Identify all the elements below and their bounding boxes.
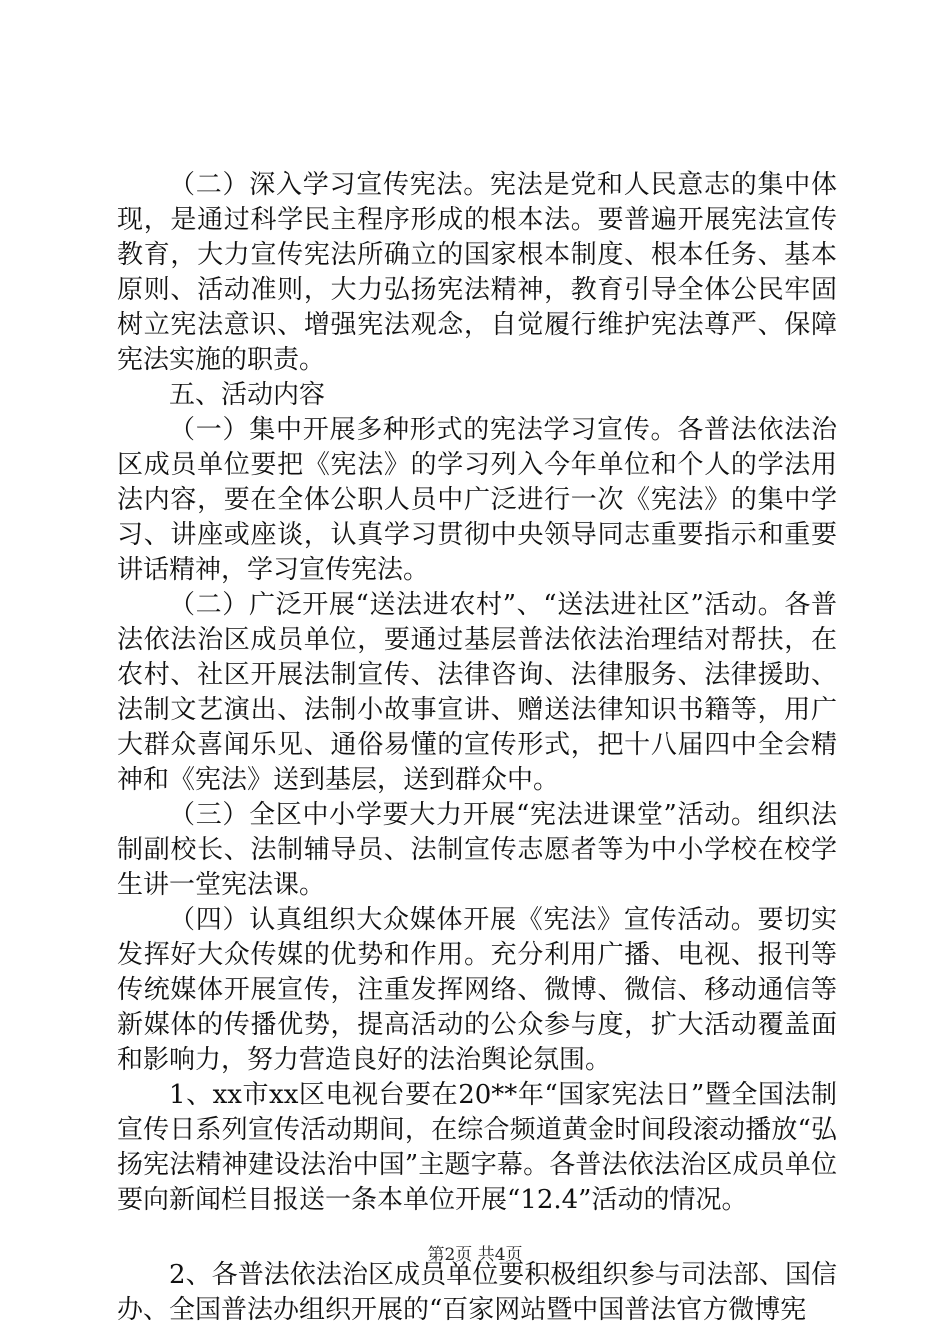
paragraph-activity-four: （四）认真组织大众媒体开展《宪法》宣传活动。要切实发挥好大众传媒的优势和作用。充分利用广播、电视、报刊等传统媒体开展宣传，注重发挥网络、微博、微信、移动通信等新媒体的传播优势，提高活动的公众参与度，扩大活动覆盖面和影响力，努力营造良好的法治舆论氛围。 — [117, 905, 837, 1075]
paragraph-activity-one: （一）集中开展多种形式的宪法学习宣传。各普法依法治区成员单位要把《宪法》的学习列入今年单位和个人的学法用法内容，要在全体公职人员中广泛进行一次《宪法》的集中学习、讲座或座谈，认真学习贯彻中央领导同志重要指示和重要讲话精神，学习宣传宪法。 — [117, 415, 837, 585]
paragraph-item-two: 2、各普法依法治区成员单位要积极组织参与司法部、国信办、全国普法办组织开展的“百家网站暨中国普法官方微博宪 — [117, 1260, 837, 1325]
document-body — [117, 168, 837, 1328]
paragraph-activity-two: （二）广泛开展“送法进农村”、“送法进社区”活动。各普法依法治区成员单位，要通过基层普法依法治理结对帮扶，在农村、社区开展法制宣传、法律咨询、法律服务、法律援助、法制文艺演出、法制小故事宣讲、赠送法律知识书籍等，用广大群众喜闻乐见、通俗易懂的宣传形式，把十八届四中全会精神和《宪法》送到基层，送到群众中。 — [117, 590, 837, 795]
page-number-footer: 第2页 共4页 — [427, 1245, 523, 1265]
paragraph-item-one: 1、xx市xx区电视台要在20**年“国家宪法日”暨全国法制宣传日系列宣传活动期间，在综合频道黄金时间段滚动播放“弘扬宪法精神建设法治中国”主题字幕。各普法依法治区成员单位要向新闻栏目报送一条本单位开展“12.4”活动的情况。 — [117, 1080, 837, 1215]
paragraph-activity-three: （三）全区中小学要大力开展“宪法进课堂”活动。组织法制副校长、法制辅导员、法制宣传志愿者等为中小学校在校学生讲一堂宪法课。 — [117, 800, 837, 900]
paragraph-study-constitution: （二）深入学习宣传宪法。宪法是党和人民意志的集中体现，是通过科学民主程序形成的根本法。要普遍开展宪法宣传教育，大力宣传宪法所确立的国家根本制度、根本任务、基本原则、活动准则，大力弘扬宪法精神，教育引导全体公民牢固树立宪法意识、增强宪法观念，自觉履行维护宪法尊严、保障宪法实施的职责。 — [117, 170, 837, 375]
section-heading-activities: 五、活动内容 — [169, 380, 326, 410]
